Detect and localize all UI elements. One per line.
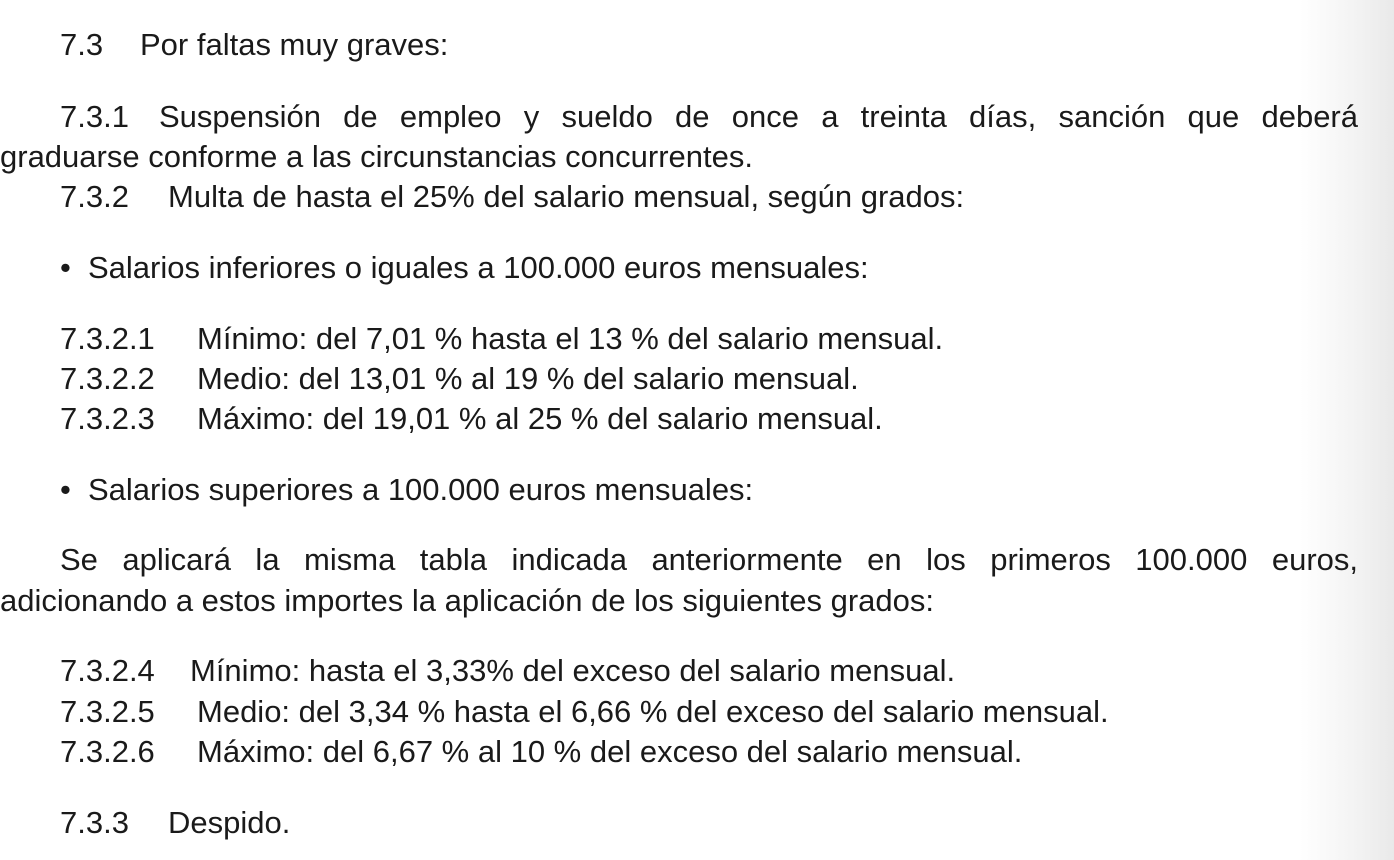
grade-7-3-2-1: [60, 323, 943, 354]
grade-7-3-2-5: [60, 696, 1109, 727]
item-7-3-3-text: Despido.: [168, 805, 291, 840]
grade-number: 7.3.2.4: [60, 653, 155, 688]
section-title: Por faltas muy graves:: [140, 27, 449, 62]
grade-text: Medio: del 3,34 % hasta el 6,66 % del exceso del salario mensual.: [197, 694, 1109, 729]
item-7-3-3-number: 7.3.3: [60, 805, 129, 840]
grade-7-3-2-3: [60, 403, 883, 434]
bullet-item-2: [60, 474, 753, 505]
grade-text: Máximo: del 6,67 % al 10 % del exceso del salario mensual.: [197, 734, 1023, 769]
grade-number: 7.3.2.6: [60, 734, 155, 769]
bullet-symbol: •: [60, 250, 71, 285]
section-heading: [60, 29, 448, 60]
item-7-3-1-text: Suspensión de empleo y sueldo de once a treinta días, sanción que deberá: [158, 99, 1358, 134]
grade-text: Mínimo: del 7,01 % hasta el 13 % del salario mensual.: [197, 321, 944, 356]
grade-text: Máximo: del 19,01 % al 25 % del salario mensual.: [197, 401, 883, 436]
grade-number: 7.3.2.5: [60, 694, 155, 729]
item-7-3-2-number: 7.3.2: [60, 179, 129, 214]
grade-7-3-2-4: [60, 655, 955, 686]
grade-7-3-2-6: [60, 736, 1022, 767]
section-number: 7.3: [60, 27, 104, 62]
grade-number: 7.3.2.3: [60, 401, 155, 436]
paragraph-line2: adicionando a estos importes la aplicación de los siguientes grados:: [0, 583, 935, 618]
bullet-symbol: •: [60, 472, 71, 507]
item-7-3-3: [60, 807, 290, 838]
paragraph-line1: Se aplicará la misma tabla indicada anteriormente en los primeros 100.000 euros,: [60, 542, 1358, 577]
grade-text: Medio: del 13,01 % al 19 % del salario mensual.: [197, 361, 859, 396]
bullet-item-1: [60, 252, 869, 283]
item-7-3-1-line2: graduarse conforme a las circunstancias concurrentes.: [0, 139, 753, 174]
grade-number: 7.3.2.2: [60, 361, 155, 396]
item-7-3-2: [60, 181, 964, 212]
grade-text: Mínimo: hasta el 3,33% del exceso del salario mensual.: [190, 653, 956, 688]
item-7-3-1-line1: [60, 101, 1358, 132]
bullet-2-text: Salarios superiores a 100.000 euros mensuales:: [88, 472, 754, 507]
grade-7-3-2-2: [60, 363, 859, 394]
bullet-1-text: Salarios inferiores o iguales a 100.000 euros mensuales:: [88, 250, 869, 285]
grade-number: 7.3.2.1: [60, 321, 155, 356]
item-7-3-2-text: Multa de hasta el 25% del salario mensual, según grados:: [168, 179, 965, 214]
item-7-3-1-number: 7.3.1: [60, 99, 129, 134]
